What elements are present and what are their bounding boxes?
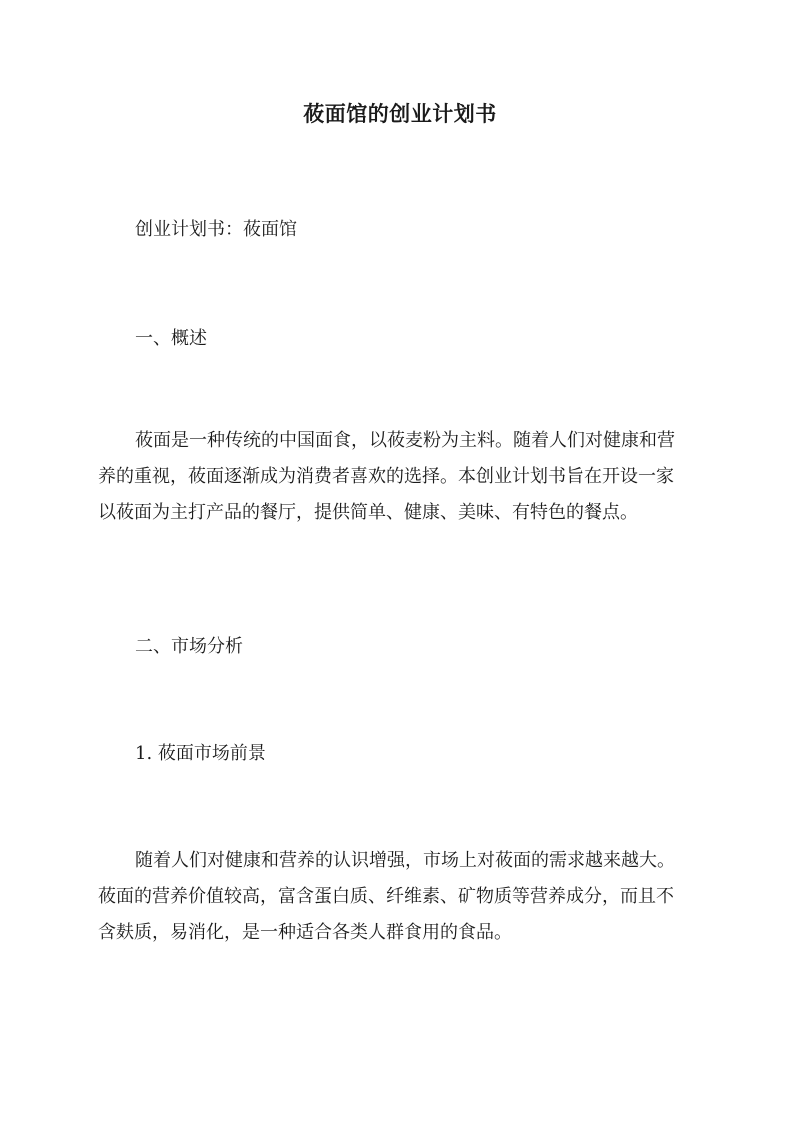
market-outlook-paragraph [98, 843, 698, 951]
paragraph-line: 含麸质，易消化，是一种适合各类人群食用的食品。 [98, 922, 512, 943]
paragraph-line: 莜面的营养价值较高，富含蛋白质、纤维素、矿物质等营养成分，而且不 [98, 886, 674, 907]
document-subtitle: 创业计划书：莜面馆 [135, 219, 297, 240]
paragraph-line: 养的重视，莜面逐渐成为消费者喜欢的选择。本创业计划书旨在开设一家 [98, 466, 674, 487]
overview-paragraph [98, 423, 698, 531]
paragraph-line: 随着人们对健康和营养的认识增强，市场上对莜面的需求越来越大。 [135, 850, 675, 871]
subsection-heading-market-outlook: 1. 莜面市场前景 [135, 743, 266, 764]
paragraph-line: 以莜面为主打产品的餐厅，提供简单、健康、美味、有特色的餐点。 [98, 502, 638, 523]
section-heading-overview: 一、概述 [135, 328, 207, 349]
section-heading-market-analysis: 二、市场分析 [135, 636, 243, 657]
document-title: 莜面馆的创业计划书 [303, 101, 497, 126]
paragraph-line: 莜面是一种传统的中国面食，以莜麦粉为主料。随着人们对健康和营 [135, 430, 675, 451]
